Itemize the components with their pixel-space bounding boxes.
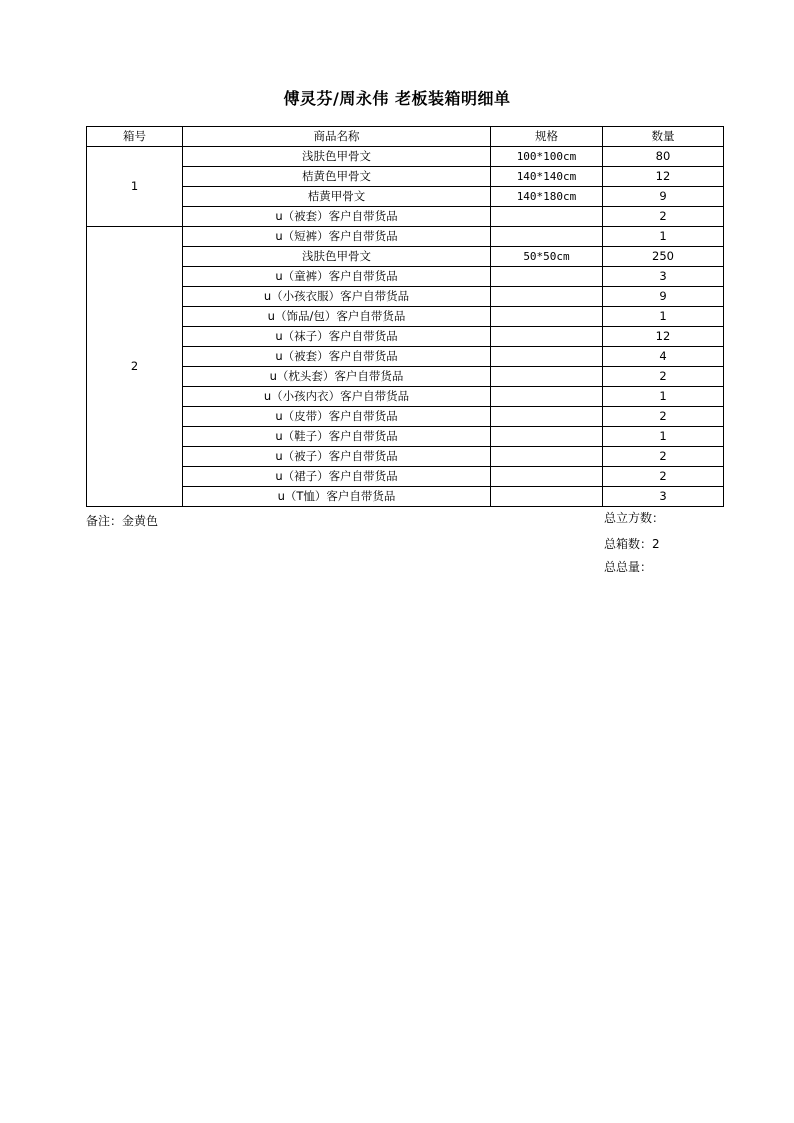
packing-list-table bbox=[86, 126, 724, 507]
quantity-cell: 3 bbox=[603, 267, 724, 287]
quantity-cell: 2 bbox=[603, 467, 724, 487]
quantity-cell: 12 bbox=[603, 167, 724, 187]
table-row bbox=[87, 167, 724, 187]
table-row bbox=[87, 367, 724, 387]
product-name-cell: 桔黄色甲骨文 bbox=[183, 167, 491, 187]
table-body bbox=[87, 147, 724, 507]
spec-cell bbox=[491, 227, 603, 247]
product-name-cell: u（裙子）客户自带货品 bbox=[183, 467, 491, 487]
table-row bbox=[87, 307, 724, 327]
quantity-cell: 1 bbox=[603, 387, 724, 407]
spec-cell: 140*180cm bbox=[491, 187, 603, 207]
box-number-cell: 1 bbox=[87, 147, 183, 227]
spec-cell bbox=[491, 307, 603, 327]
spec-cell bbox=[491, 427, 603, 447]
spec-cell: 50*50cm bbox=[491, 247, 603, 267]
quantity-cell: 1 bbox=[603, 427, 724, 447]
table-row bbox=[87, 187, 724, 207]
header-product-name: 商品名称 bbox=[183, 127, 491, 147]
spec-cell bbox=[491, 487, 603, 507]
product-name-cell: u（皮带）客户自带货品 bbox=[183, 407, 491, 427]
spec-cell bbox=[491, 467, 603, 487]
header-quantity: 数量 bbox=[603, 127, 724, 147]
spec-cell bbox=[491, 407, 603, 427]
header-spec: 规格 bbox=[491, 127, 603, 147]
product-name-cell: u（饰品/包）客户自带货品 bbox=[183, 307, 491, 327]
spec-cell: 100*100cm bbox=[491, 147, 603, 167]
spec-cell bbox=[491, 447, 603, 467]
quantity-cell: 4 bbox=[603, 347, 724, 367]
quantity-cell: 3 bbox=[603, 487, 724, 507]
total-weight: 总总量： bbox=[604, 560, 653, 574]
spec-cell: 140*140cm bbox=[491, 167, 603, 187]
quantity-cell: 2 bbox=[603, 407, 724, 427]
spec-cell bbox=[491, 327, 603, 347]
table-row bbox=[87, 147, 724, 167]
total-volume: 总立方数： bbox=[604, 511, 665, 525]
product-name-cell: u（童裤）客户自带货品 bbox=[183, 267, 491, 287]
product-name-cell: u（被套）客户自带货品 bbox=[183, 207, 491, 227]
spec-cell bbox=[491, 267, 603, 287]
spec-cell bbox=[491, 287, 603, 307]
quantity-cell: 2 bbox=[603, 367, 724, 387]
table-row bbox=[87, 387, 724, 407]
table-row bbox=[87, 347, 724, 367]
product-name-cell: u（短裤）客户自带货品 bbox=[183, 227, 491, 247]
spec-cell bbox=[491, 347, 603, 367]
product-name-cell: u（T恤）客户自带货品 bbox=[183, 487, 491, 507]
table-row bbox=[87, 247, 724, 267]
spec-cell bbox=[491, 207, 603, 227]
product-name-cell: u（被套）客户自带货品 bbox=[183, 347, 491, 367]
quantity-cell: 9 bbox=[603, 287, 724, 307]
quantity-cell: 2 bbox=[603, 207, 724, 227]
product-name-cell: u（小孩内衣）客户自带货品 bbox=[183, 387, 491, 407]
product-name-cell: u（袜子）客户自带货品 bbox=[183, 327, 491, 347]
product-name-cell: 桔黄甲骨文 bbox=[183, 187, 491, 207]
product-name-cell: 浅肤色甲骨文 bbox=[183, 147, 491, 167]
table-row bbox=[87, 287, 724, 307]
product-name-cell: u（枕头套）客户自带货品 bbox=[183, 367, 491, 387]
table-row bbox=[87, 207, 724, 227]
quantity-cell: 9 bbox=[603, 187, 724, 207]
page-title: 傅灵芬/周永伟 老板装箱明细单 bbox=[283, 89, 511, 108]
table-row bbox=[87, 467, 724, 487]
spec-cell bbox=[491, 367, 603, 387]
table-row bbox=[87, 227, 724, 247]
quantity-cell: 1 bbox=[603, 227, 724, 247]
quantity-cell: 12 bbox=[603, 327, 724, 347]
quantity-cell: 2 bbox=[603, 447, 724, 467]
remark-note: 备注：金黄色 bbox=[86, 514, 159, 528]
header-box-no: 箱号 bbox=[87, 127, 183, 147]
product-name-cell: 浅肤色甲骨文 bbox=[183, 247, 491, 267]
spec-cell bbox=[491, 387, 603, 407]
table-row bbox=[87, 267, 724, 287]
table-row bbox=[87, 327, 724, 347]
product-name-cell: u（小孩衣服）客户自带货品 bbox=[183, 287, 491, 307]
quantity-cell: 80 bbox=[603, 147, 724, 167]
box-number-cell: 2 bbox=[87, 227, 183, 507]
quantity-cell: 250 bbox=[603, 247, 724, 267]
table-row bbox=[87, 407, 724, 427]
quantity-cell: 1 bbox=[603, 307, 724, 327]
product-name-cell: u（被子）客户自带货品 bbox=[183, 447, 491, 467]
product-name-cell: u（鞋子）客户自带货品 bbox=[183, 427, 491, 447]
total-boxes: 总箱数：2 bbox=[604, 537, 660, 551]
table-row bbox=[87, 427, 724, 447]
table-header-row bbox=[87, 127, 724, 147]
table-row bbox=[87, 447, 724, 467]
table-row bbox=[87, 487, 724, 507]
